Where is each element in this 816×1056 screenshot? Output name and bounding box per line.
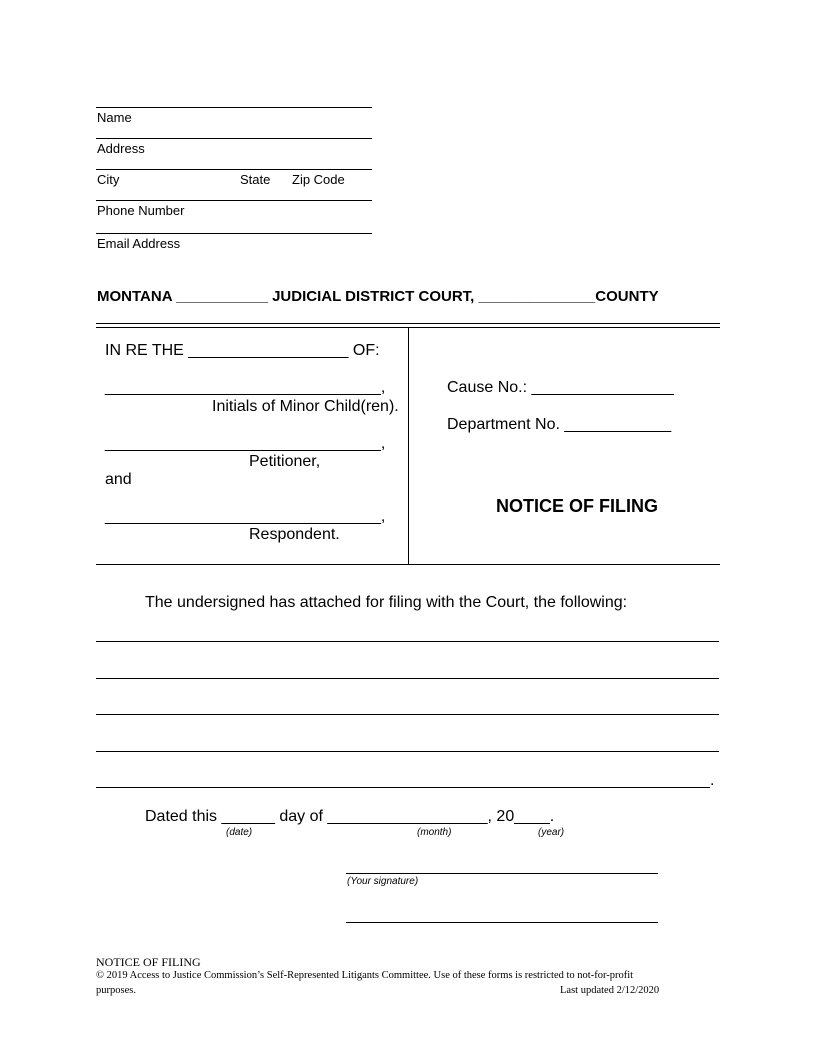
petitioner-blank[interactable]: _______________________________, <box>105 435 386 452</box>
footer-copyright: © 2019 Access to Justice Commission’s Self-Represented Litigants Committee. Use of these forms is restricted to not-for-profit <box>96 970 634 981</box>
name-line[interactable] <box>96 107 372 108</box>
name-label: Name <box>97 110 132 125</box>
signature-line[interactable] <box>346 873 658 874</box>
zip-label: Zip Code <box>292 172 345 187</box>
intro-text: The undersigned has attached for filing with the Court, the following: <box>145 594 628 611</box>
respondent-label: Respondent. <box>249 526 340 543</box>
cause-number[interactable]: Cause No.: ________________ <box>447 379 674 396</box>
signature-caption: (Your signature) <box>347 876 419 887</box>
footer-form-name: NOTICE OF FILING <box>96 955 201 969</box>
footer-last-updated: Last updated 2/12/2020 <box>560 985 660 996</box>
in-re-line: IN RE THE __________________ OF: <box>105 342 380 359</box>
state-label: State <box>240 172 271 187</box>
respondent-blank[interactable]: _______________________________, <box>105 508 386 525</box>
caption-top-rule-1 <box>96 323 720 324</box>
footer-purposes: purposes. <box>96 985 136 996</box>
phone-label: Phone Number <box>97 203 185 218</box>
date-caption: (date) <box>226 827 253 838</box>
filing-line-5[interactable] <box>96 787 710 788</box>
city-label: City <box>97 172 120 187</box>
petitioner-label: Petitioner, <box>249 453 321 470</box>
address-line[interactable] <box>96 138 372 139</box>
filing-line-4[interactable] <box>96 751 719 752</box>
minor-child-blank[interactable]: _______________________________, <box>105 379 386 396</box>
and-label: and <box>105 471 132 488</box>
email-label: Email Address <box>97 236 181 251</box>
email-line[interactable] <box>96 233 372 234</box>
filing-line-2[interactable] <box>96 678 719 679</box>
filing-line-3[interactable] <box>96 714 719 715</box>
month-caption: (month) <box>417 827 452 838</box>
minor-child-label: Initials of Minor Child(ren). <box>212 398 399 415</box>
year-caption: (year) <box>538 827 565 838</box>
city-state-zip-line[interactable] <box>96 169 372 170</box>
caption-bottom-rule <box>96 564 720 565</box>
dated-line[interactable]: Dated this ______ day of __________________, 20____. <box>145 808 555 825</box>
printed-name-line[interactable] <box>346 922 658 923</box>
address-label: Address <box>97 141 145 156</box>
filing-line-1[interactable] <box>96 641 719 642</box>
document-title: NOTICE OF FILING <box>496 496 658 516</box>
department-number[interactable]: Department No. ____________ <box>447 416 672 433</box>
filing-line-period: . <box>710 772 715 789</box>
court-heading: MONTANA ___________ JUDICIAL DISTRICT COURT, ______________COUNTY <box>97 288 659 305</box>
caption-divider <box>408 327 409 564</box>
phone-line[interactable] <box>96 200 372 201</box>
